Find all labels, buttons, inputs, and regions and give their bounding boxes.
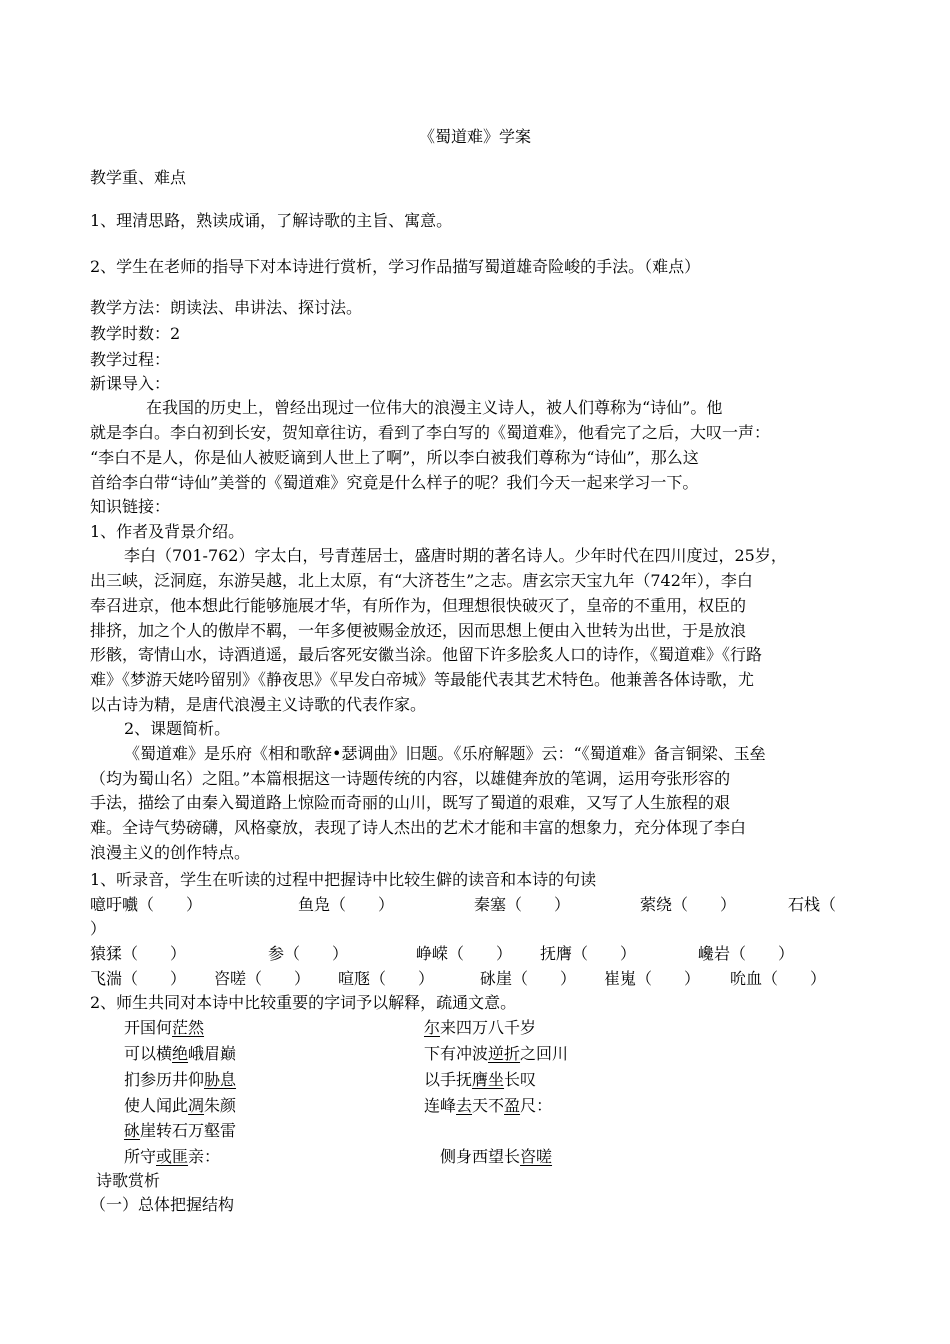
method-line: 教学方法：朗读法、串讲法、探讨法。 <box>90 298 363 317</box>
pinyin-item: 吮血（ ） <box>730 969 827 988</box>
pinyin-item: 抚膺（ ） <box>540 944 637 963</box>
gloss-line: 使人闻此凋朱颜 <box>124 1096 237 1115</box>
gloss-line: 尔来四万八千岁 <box>424 1018 537 1037</box>
gloss-term: 膺坐 <box>472 1070 505 1089</box>
gloss-term: 逆折 <box>488 1044 521 1063</box>
gloss-term: 或匪 <box>156 1147 189 1166</box>
topic-paragraph-line: 《蜀道难》是乐府《相和歌辞•瑟调曲》旧题。《乐府解题》云：“《蜀道难》备言铜梁、玉垒 <box>124 744 766 763</box>
knowledge-heading: 知识链接： <box>90 497 171 516</box>
hours-line: 教学时数：2 <box>90 324 181 343</box>
gloss-line: 可以横绝峨眉巅 <box>124 1044 237 1063</box>
author-paragraph-line: 形骸，寄情山水，诗酒逍遥，最后客死安徽当涂。他留下许多脍炙人口的诗作，《蜀道难》《行路 <box>90 645 763 664</box>
topic-heading: 2、课题简析。 <box>124 719 231 738</box>
gloss-term: 砯 <box>124 1121 141 1140</box>
pinyin-item: 崔嵬（ ） <box>604 969 701 988</box>
gloss-heading: 2、师生共同对本诗中比较重要的字词予以解释，疏通文意。 <box>90 993 517 1012</box>
pinyin-item: 鱼凫（ ） <box>298 895 395 914</box>
gloss-term: 胁息 <box>204 1070 237 1089</box>
pinyin-item: 巉岩（ ） <box>698 944 795 963</box>
gloss-line: 下有冲波逆折之回川 <box>424 1044 569 1063</box>
author-paragraph-line: 李白（701-762）字太白，号青莲居士，盛唐时期的著名诗人。少年时代在四川度过，25岁， <box>124 546 787 565</box>
intro-paragraph-line: 在我国的历史上，曾经出现过一位伟大的浪漫主义诗人，被人们尊称为“诗仙”。他 <box>146 398 723 417</box>
pinyin-item: 咨嗟（ ） <box>214 969 311 988</box>
author-heading: 1、作者及背景介绍。 <box>90 522 245 541</box>
goal-1: 1、理清思路，熟读成诵，了解诗歌的主旨、寓意。 <box>90 211 453 230</box>
topic-paragraph-line: 浪漫主义的创作特点。 <box>90 843 251 862</box>
gloss-term: 咨嗟 <box>520 1147 553 1166</box>
gloss-term: 尔 <box>424 1018 441 1037</box>
gloss-line: 砯崖转石万壑雷 <box>124 1121 237 1140</box>
pinyin-item: 峥嵘（ ） <box>416 944 513 963</box>
intro-paragraph-line: “李白不是人，你是仙人被贬谪到人世上了啊”，所以李白被我们尊称为“诗仙”，那么这 <box>90 448 699 467</box>
topic-paragraph-line: 手法，描绘了由秦入蜀道路上惊险而奇丽的山川，既写了蜀道的艰难，又写了人生旅程的艰 <box>90 793 731 812</box>
pinyin-item: 秦塞（ ） <box>474 895 571 914</box>
appreciation-heading: 诗歌赏析 <box>96 1171 161 1190</box>
goal-2: 2、学生在老师的指导下对本诗进行赏析，学习作品描写蜀道雄奇险峻的手法。（难点） <box>90 257 701 276</box>
pinyin-item: 参（ ） <box>268 944 349 963</box>
gloss-line: 侧身西望长咨嗟 <box>440 1147 553 1166</box>
gloss-line: 所守或匪亲： <box>124 1147 221 1166</box>
gloss-line: 开国何茫然 <box>124 1018 205 1037</box>
pinyin-item: 喧豗（ ） <box>338 969 435 988</box>
structure-heading: （一）总体把握结构 <box>90 1195 235 1214</box>
pinyin-item: 飞湍（ ） <box>90 969 187 988</box>
intro-heading: 新课导入： <box>90 374 171 393</box>
pinyin-wrap: ） <box>90 919 107 938</box>
gloss-line: 扪参历井仰胁息 <box>124 1070 237 1089</box>
author-paragraph-line: 出三峡，泛洞庭，东游吴越，北上太原，有“大济苍生”之志。唐玄宗天宝九年（742年），李白 <box>90 571 753 590</box>
author-paragraph-line: 难》《梦游天姥吟留别》《静夜思》《早发白帝城》等最能代表其艺术特色。他兼善各体诗歌，尤 <box>90 670 755 689</box>
gloss-term: 绝 <box>172 1044 189 1063</box>
gloss-line: 以手抚膺坐长叹 <box>424 1070 537 1089</box>
gloss-term: 凋 <box>188 1096 205 1115</box>
gloss-line: 连峰去天不盈尺： <box>424 1096 553 1115</box>
gloss-term: 盈 <box>504 1096 521 1115</box>
pinyin-item: 猿猱（ ） <box>90 944 187 963</box>
topic-paragraph-line: （均为蜀山名）之阻。”本篇根据这一诗题传统的内容，以雄健奔放的笔调，运用夸张形容的 <box>90 769 731 788</box>
author-paragraph-line: 奉召进京，他本想此行能够施展才华，有所作为，但理想很快破灭了，皇帝的不重用，权臣的 <box>90 596 747 615</box>
gloss-term: 去 <box>456 1096 473 1115</box>
author-paragraph-line: 以古诗为精，是唐代浪漫主义诗歌的代表作家。 <box>90 695 427 714</box>
pinyin-item: 萦绕（ ） <box>640 895 737 914</box>
intro-paragraph-line: 首给李白带“诗仙”美誉的《蜀道难》究竟是什么样子的呢？我们今天一起来学习一下。 <box>90 473 699 492</box>
author-paragraph-line: 排挤，加之个人的傲岸不羁，一年多便被赐金放还，因而思想上便由入世转为出世，于是放浪 <box>90 621 747 640</box>
pinyin-item: 石栈（ <box>788 895 837 914</box>
topic-paragraph-line: 难。全诗气势磅礴，风格豪放，表现了诗人杰出的艺术才能和丰富的想象力，充分体现了李白 <box>90 818 747 837</box>
pinyin-item: 噫吁嚱（ ） <box>90 895 203 914</box>
pinyin-item: 砯崖（ ） <box>480 969 577 988</box>
intro-paragraph-line: 就是李白。李白初到长安，贺知章往访，看到了李白写的《蜀道难》，他看完了之后，大叹一声： <box>90 423 771 442</box>
gloss-term: 茫然 <box>172 1018 205 1037</box>
page-title: 《蜀道难》学案 <box>418 127 531 146</box>
listen-heading: 1、听录音，学生在听读的过程中把握诗中比较生僻的读音和本诗的句读 <box>90 870 597 889</box>
process-line: 教学过程： <box>90 350 171 369</box>
focus-heading: 教学重、难点 <box>90 168 187 187</box>
